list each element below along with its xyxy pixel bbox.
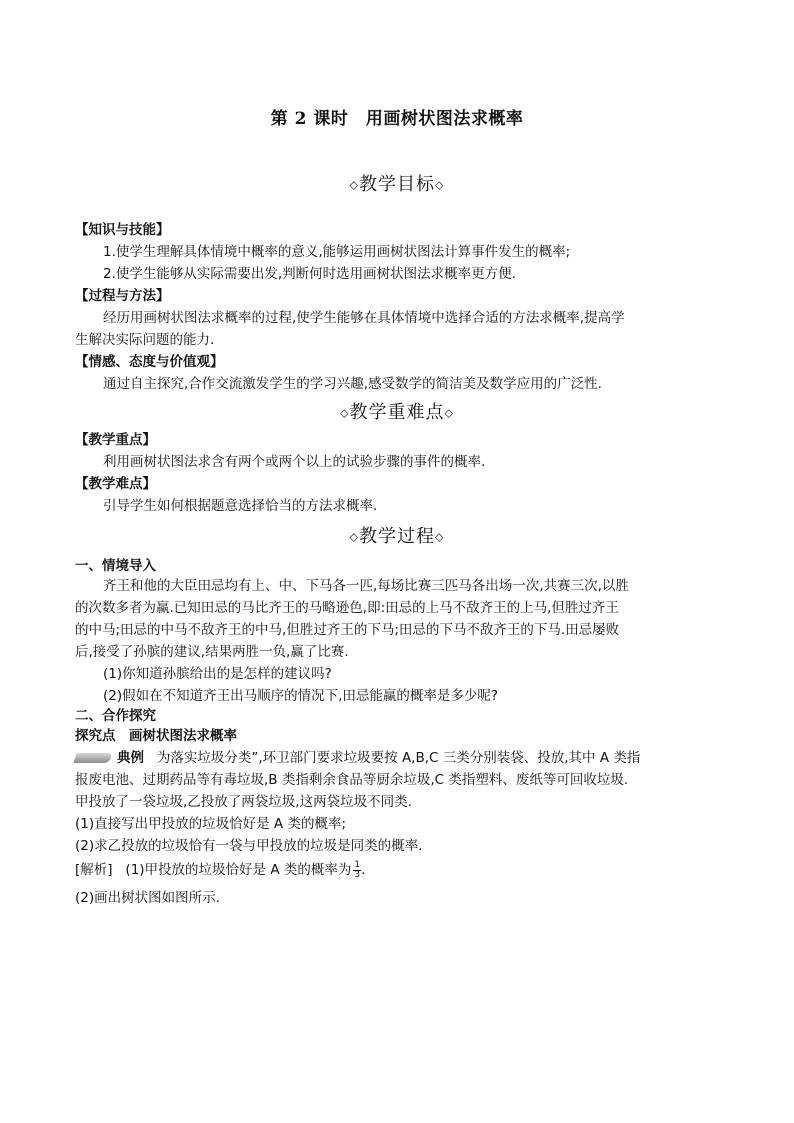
diamond-icon: ◇ <box>444 406 454 420</box>
section-title-goals: ◇教学目标◇ <box>349 174 445 195</box>
heading-difficult-point: 【教学难点】 <box>75 476 156 492</box>
example-line-2: 报废电池、过期药品等有毒垃圾,B 类指剩余食品等厨余垃圾,C 类指塑料、废纸等可回收垃圾. <box>75 772 629 788</box>
fraction: $\frac{1}{3}$ <box>354 859 361 880</box>
section-title-key-points: ◇教学重难点◇ <box>340 402 454 423</box>
example-line-1: 典例 为落实垃圾分类”,环卫部门要求垃圾要按 A,B,C 三类分别装袋、投放,其中 A 类指 <box>75 748 725 769</box>
diamond-icon: ◇ <box>435 178 445 192</box>
goal-line-3b: 生解决实际问题的能力. <box>75 332 215 348</box>
section-title-process: ◇教学过程◇ <box>349 526 445 547</box>
example-question-2: (2)求乙投放的垃圾恰有一袋与甲投放的垃圾是同类的概率. <box>75 838 423 854</box>
solution-line-2: (2)画出树状图如图所示. <box>75 890 220 906</box>
diamond-icon: ◇ <box>349 530 359 544</box>
example-line-3: 甲投放了一袋垃圾,乙投放了两袋垃圾,这两袋垃圾不同类. <box>75 794 412 810</box>
explore-point-title: 探究点 画树状图法求概率 <box>75 728 237 744</box>
example-label: 典例 <box>117 750 144 766</box>
key-point-line: 利用画树状图法求含有两个或两个以上的试验步骤的事件的概率. <box>103 454 486 470</box>
goal-line-4: 通过自主探究,合作交流激发学生的学习兴趣,感受数学的简洁美及数学应用的广泛性. <box>103 376 602 392</box>
heading-cooperative-exploration: 二、合作探究 <box>75 708 156 724</box>
diamond-icon: ◇ <box>435 530 445 544</box>
goal-line-1: 1.使学生理解具体情境中概率的意义,能够运用画树状图法计算事件发生的概率; <box>103 244 571 260</box>
intro-line-2: 的次数多者为赢.已知田忌的马比齐王的马略逊色,即:田忌的上马不敌齐王的上马,但胜过齐王 <box>75 600 619 616</box>
intro-question-1: (1)你知道孙膑给出的是怎样的建议吗? <box>103 666 332 682</box>
pencil-icon <box>73 753 113 763</box>
example-question-1: (1)直接写出甲投放的垃圾恰好是 A 类的概率; <box>75 816 346 832</box>
solution-line-1: [解析] (1)甲投放的垃圾恰好是 A 类的概率为 $\frac{1}{3}$ . <box>75 859 366 880</box>
heading-situation-intro: 一、情境导入 <box>75 558 156 574</box>
intro-line-1: 齐王和他的大臣田忌均有上、中、下马各一匹,每场比赛三匹马各出场一次,共赛三次,以胜 <box>103 578 629 594</box>
heading-process-method: 【过程与方法】 <box>75 288 170 304</box>
goal-line-3a: 经历用画树状图法求概率的过程,使学生能够在具体情境中选择合适的方法求概率,提高学 <box>103 310 625 326</box>
diamond-icon: ◇ <box>349 178 359 192</box>
heading-attitude-values: 【情感、态度与价值观】 <box>75 354 224 370</box>
heading-knowledge-skills: 【知识与技能】 <box>75 222 170 238</box>
difficult-point-line: 引导学生如何根据题意选择恰当的方法求概率. <box>103 498 378 514</box>
page-title: 第 2 课时 用画树状图法求概率 <box>270 109 524 129</box>
diamond-icon: ◇ <box>340 406 350 420</box>
goal-line-2: 2.使学生能够从实际需要出发,判断何时选用画树状图法求概率更方便. <box>103 266 516 282</box>
intro-question-2: (2)假如在不知道齐王出马顺序的情况下,田忌能赢的概率是多少呢? <box>103 688 499 704</box>
intro-line-3: 的中马;田忌的中马不敌齐王的中马,但胜过齐王的下马;田忌的下马不敌齐王的下马.田忌屡败 <box>75 622 620 638</box>
heading-key-point: 【教学重点】 <box>75 432 156 448</box>
solution-label: [解析] <box>75 862 113 878</box>
intro-line-4: 后,接受了孙膑的建议,结果两胜一负,赢了比赛. <box>75 644 349 660</box>
